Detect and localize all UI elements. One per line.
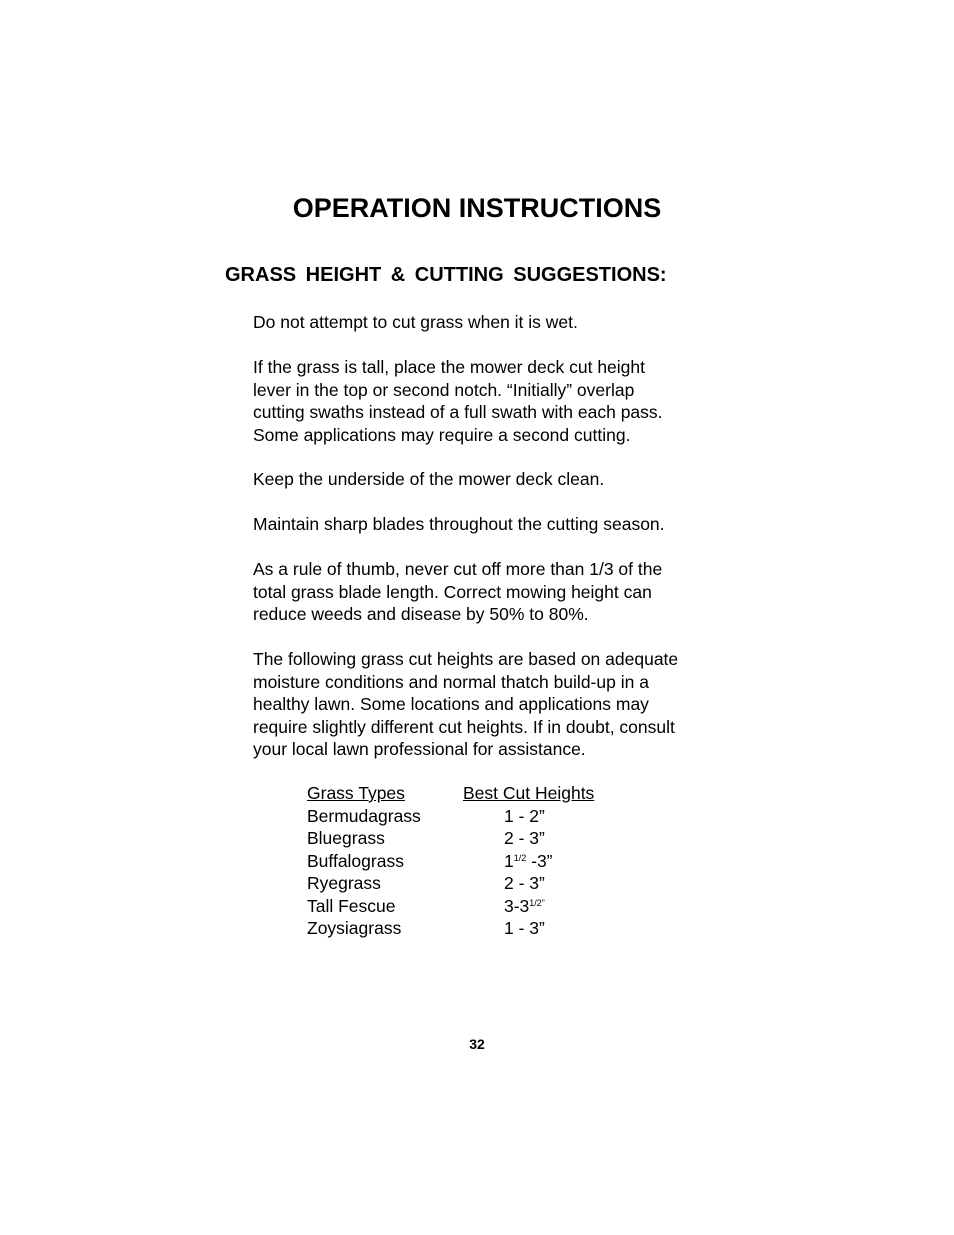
grass-cut-height-table — [307, 782, 613, 940]
grass-type-cell: Ryegrass — [307, 873, 381, 893]
section-heading: GRASS HEIGHT & CUTTING SUGGESTIONS: — [225, 264, 667, 286]
page-number: 32 — [469, 1036, 485, 1052]
grass-type-cell: Zoysiagrass — [307, 918, 402, 938]
paragraph-line: lever in the top or second notch. “Initially” overlap — [253, 379, 635, 400]
paragraph-line: Some applications may require a second cutting. — [253, 424, 631, 445]
paragraph-line: Do not attempt to cut grass when it is wet. — [253, 312, 578, 332]
header-best-cut-heights: Best Cut Heights — [463, 783, 595, 803]
paragraph-sharp-blades — [253, 513, 713, 536]
cut-height-cell — [463, 805, 613, 828]
grass-type-cell: Bluegrass — [307, 828, 385, 848]
paragraph-wet-grass — [253, 311, 713, 334]
paragraph-line: reduce weeds and disease by 50% to 80%. — [253, 604, 589, 624]
cut-height-main: 1 - 2” — [504, 805, 545, 826]
paragraph-line: healthy lawn. Some locations and applications may — [253, 694, 649, 714]
table-header-row — [307, 782, 613, 805]
paragraph-deck-clean — [253, 468, 713, 491]
paragraph-line: moisture conditions and normal thatch build-up in a — [253, 671, 649, 692]
table-row — [307, 827, 613, 850]
paragraph-line: As a rule of thumb, never cut off more than 1/3 of the — [253, 559, 663, 579]
cut-height-main: 2 - 3” — [504, 828, 545, 848]
paragraph-line: If the grass is tall, place the mower deck cut height — [253, 357, 645, 377]
paragraph-line: Maintain sharp blades throughout the cutting season. — [253, 514, 665, 534]
table-row — [307, 895, 613, 918]
cut-height-cell — [463, 895, 613, 918]
grass-type-cell: Buffalograss — [307, 850, 404, 871]
grass-type-cell: Tall Fescue — [307, 895, 396, 916]
cut-height-fraction: 1/2” — [529, 897, 545, 908]
grass-type-cell: Bermudagrass — [307, 805, 421, 826]
header-grass-types: Grass Types — [307, 783, 405, 803]
table-row — [307, 917, 613, 940]
cut-height-cell — [463, 827, 613, 850]
paragraph-line: The following grass cut heights are based on adequate — [253, 649, 679, 669]
page-title: OPERATION INSTRUCTIONS — [292, 193, 662, 223]
paragraph-line: cutting swaths instead of a full swath with each pass. — [253, 402, 663, 422]
cut-height-cell — [463, 872, 613, 895]
table-row — [307, 850, 613, 873]
table-row — [307, 872, 613, 895]
cut-height-cell — [463, 917, 613, 940]
cut-height-main: 2 - 3” — [504, 873, 545, 893]
paragraph-cut-heights-intro — [253, 648, 713, 761]
cut-height-fraction: 1/2 — [513, 852, 527, 863]
paragraph-line: Keep the underside of the mower deck clean. — [253, 469, 605, 489]
paragraph-tall-grass — [253, 356, 713, 446]
paragraph-line: your local lawn professional for assistance. — [253, 739, 586, 759]
paragraph-line: require slightly different cut heights. If in doubt, consult — [253, 716, 675, 737]
table-row — [307, 805, 613, 828]
cut-height-cell — [463, 850, 613, 873]
cut-height-tail: -3” — [526, 850, 553, 871]
paragraph-rule-of-thumb — [253, 558, 713, 626]
paragraph-line: total grass blade length. Correct mowing height can — [253, 581, 652, 602]
cut-height-main: 3-3 — [504, 895, 530, 916]
cut-height-main: 1 — [504, 850, 514, 871]
cut-height-main: 1 - 3” — [504, 918, 545, 938]
